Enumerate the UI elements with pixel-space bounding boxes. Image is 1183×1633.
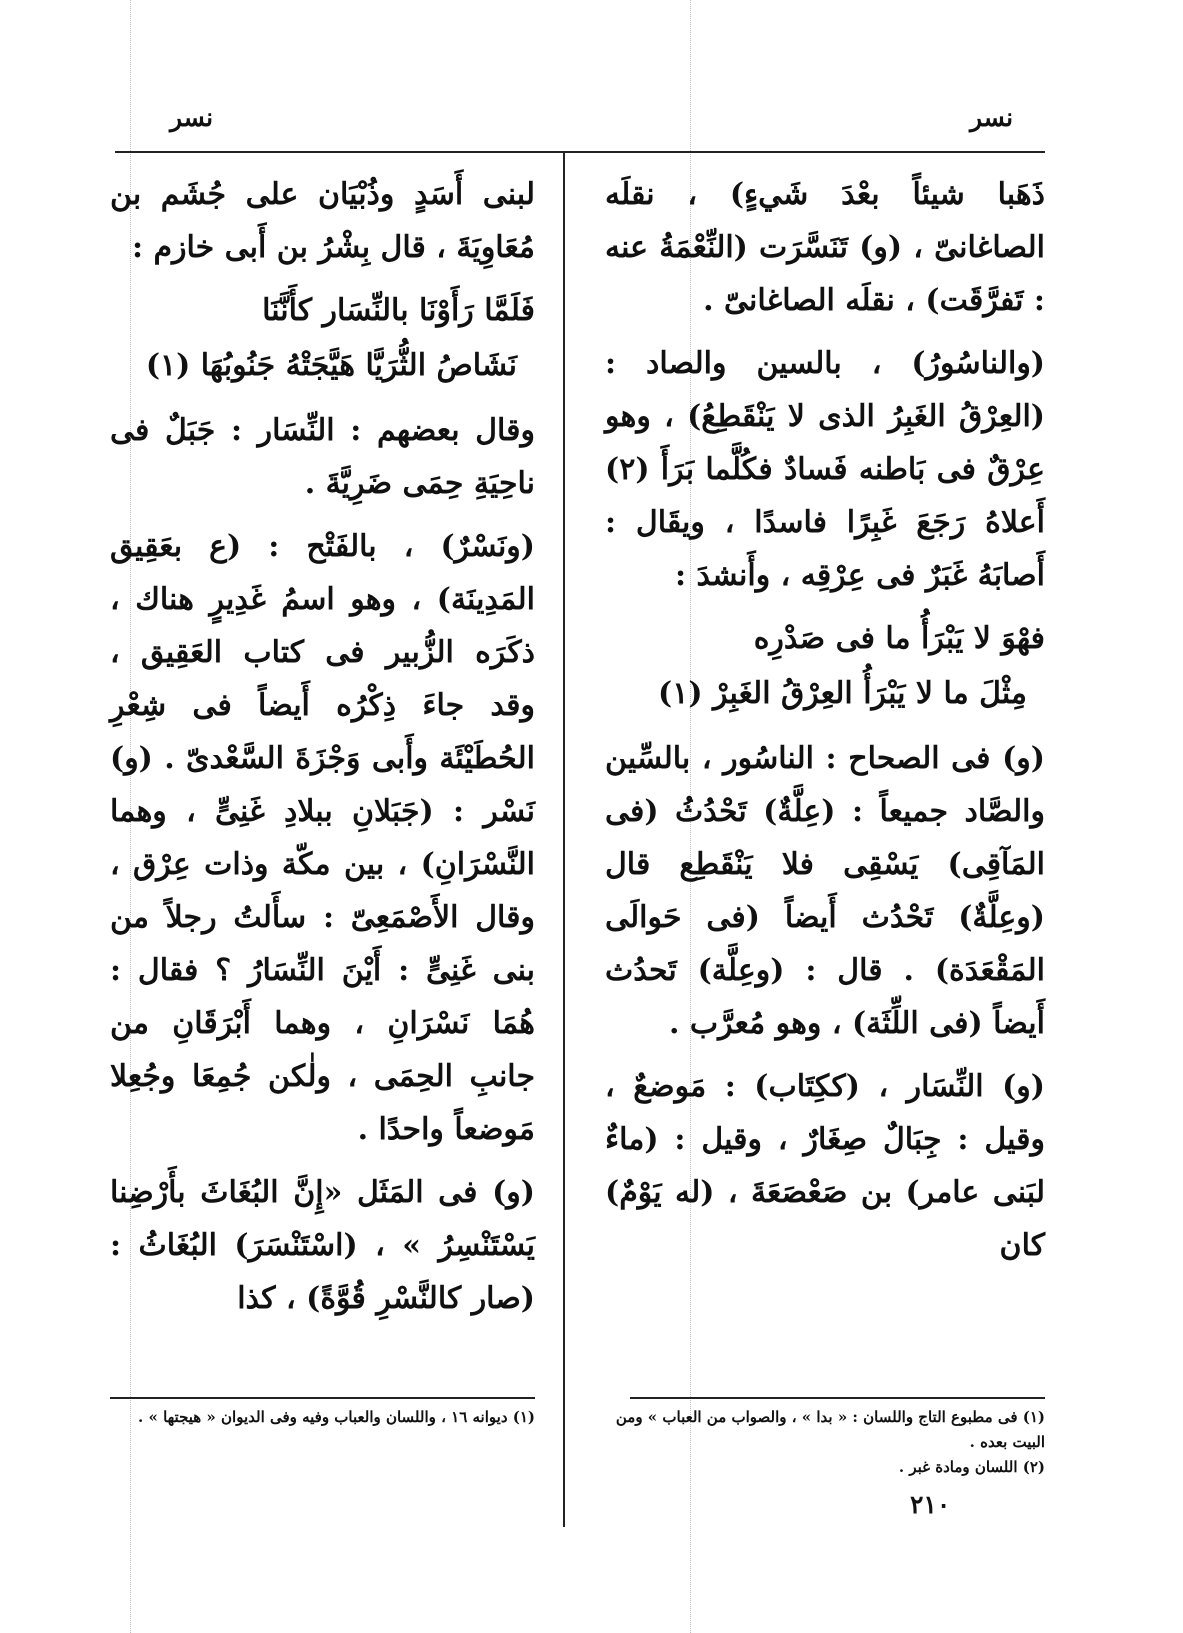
header-rule — [115, 151, 1045, 153]
footnote-rule-left — [110, 1397, 535, 1399]
footnotes-left — [100, 1405, 535, 1430]
paragraph: (ونَسْرٌ) ، بالفَتْح : (ع بعَقِيق المَدِينَة) ، وهو اسمُ غَدِيرٍ هناك ، ذكَرَه الزُّبير فى كتاب العَقِيق ، وقد جاءَ ذِكْرُه أَيضاً فى شِعْرِ الحُطَيْئَة وأَبى وَجْزَةَ السَّعْدىّ . (و) نَسْر : (جَبَلانِ ببلادِ غَنِىٍّ ، وهما النَّسْرَانِ) ، بين مكّة وذات عِرْق ، وقال الأَصْمَعِىّ : سأَلتُ رجلاً من بنى غَنِىٍّ : أَيْنَ النِّسَارُ ؟ فقال : هُمَا نَسْرَانِ ، وهما أَبْرَقَانِ من جانبِ الحِمَى ، ولٰكن جُمِعَا وجُعِلا مَوضعاً واحدًا . — [110, 529, 535, 1147]
footnote: (١) ديوانه ١٦ ، واللسان والعباب وفيه وفى الديوان « هيجتها » . — [138, 1408, 535, 1426]
paragraph: (و) النِّسَار ، (ككِتَاب) : مَوضعٌ ، وقيل : جِبَالٌ صِغَارٌ ، وقيل : (ماءٌ لبَنى عامر) بن صَعْصَعَةَ ، (له يَوْمٌ) كان — [605, 1069, 1045, 1263]
footnotes-right — [600, 1405, 1045, 1480]
footnote: (٢) اللسان ومادة غبر . — [898, 1458, 1045, 1476]
right-text-column — [605, 168, 1045, 1282]
verse-line: فهْوَ لا يَبْرَأُ ما فى صَدْرِه — [753, 621, 1045, 656]
paragraph: (والناسُورُ) ، بالسين والصاد : (العِرْقُ الغَبِرُ الذى لا يَنْقَطِعُ) ، وهو عِرْقٌ فى بَاطنه فَسادٌ فكُلَّما بَرَأَ (٢) أَعلاهُ رَجَعَ غَبِرًا فاسدًا ، ويقَال : أَصابَهُ غَبَرٌ فى عِرْقِه ، وأَنشدَ : — [605, 346, 1045, 593]
page-number: ٢١٠ — [910, 1490, 951, 1519]
running-header-right: نسر — [970, 103, 1014, 132]
left-text-column — [110, 168, 535, 1335]
paragraph: (و) فى الصحاح : الناسُور ، بالسِّين والصَّاد جميعاً : (عِلَّةٌ) تَحْدُثُ (فى المَآقِى) يَسْقِى فلا يَنْقَطِع قال (وعِلَّةٌ) تَحْدُث أَيضاً (فى حَوالَى المَقْعَدَة) . قال : (وعِلَّة) تَحدُث أَيضاً (فى اللِّثَة) ، وهو مُعرَّب . — [605, 741, 1045, 1041]
verse-line: فَلَمَّا رَأَوْنَا بالنِّسَار كأَنَّنَا — [262, 293, 535, 328]
running-header-left: نسر — [170, 103, 214, 132]
paragraph: وقال بعضهم : النِّسَار : جَبَلٌ فى ناحِيَةِ حِمَى ضَرِيَّةَ . — [110, 413, 535, 501]
paragraph: ذَهَبا شيئاً بعْدَ شَيءٍ) ، نقلَه الصاغانىّ ، (و) تَنَسَّرَت (النِّعْمَةُ عنه : تَفرَّقَت) ، نقلَه الصاغانىّ . — [605, 177, 1045, 318]
paragraph: لبنى أَسَدٍ وذُبْيَان على جُشَم بن مُعَاوِيَةَ ، قال بِشْرُ بن أَبى خازم : — [110, 177, 535, 265]
verse-line: نَشَاصُ الثُّرَيَّا هَيَّجَتْهُ جَنُوبُهَا (١) — [145, 348, 517, 383]
footnote-rule-right — [630, 1397, 1045, 1399]
verse-line: مِثْلَ ما لا يَبْرَأُ العِرْقُ الغَبِرْ (١) — [658, 676, 1027, 711]
footnote: (١) فى مطبوع التاج واللسان : « بدا » ، والصواب من العباب » ومن البيت بعده . — [615, 1408, 1045, 1451]
paragraph: (و) فى المَثَل «إِنَّ البُغَاثَ بأَرْضِنا يَسْتَنْسِرُ » ، (اسْتَنْسَرَ) البُغَاثُ : (صار كالنَّسْرِ قُوَّةً) ، كذا — [110, 1175, 535, 1316]
column-divider — [563, 152, 565, 1527]
